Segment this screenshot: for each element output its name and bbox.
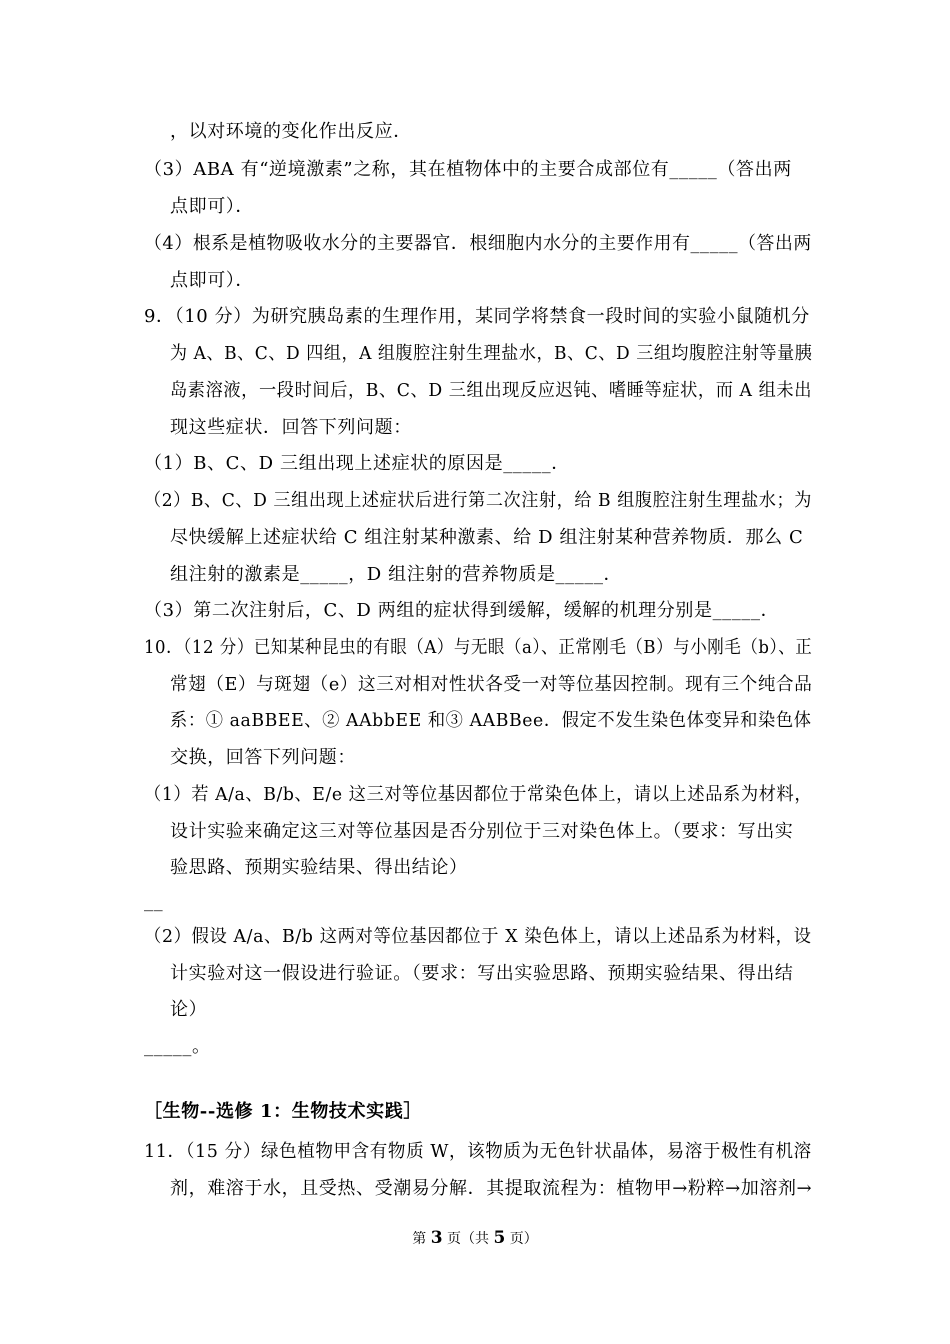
- text-line: （4）根系是植物吸收水分的主要器官．根细胞内水分的主要作用有_____（答出两: [144, 233, 812, 254]
- footer-page-number: 3: [430, 1228, 443, 1248]
- text-line: 点即可）．: [170, 196, 254, 217]
- text-line: 系：① aaBBEE、② AAbbEE 和③ AABBee．假定不发生染色体变异和染色体: [170, 710, 812, 731]
- text-line: 9．（10 分）为研究胰岛素的生理作用，某同学将禁食一段时间的实验小鼠随机分: [144, 306, 810, 327]
- text-line: 岛素溶液，一段时间后，B、C、D 三组出现反应迟钝、嗜睡等症状，而 A 组未出: [170, 380, 813, 401]
- footer-suffix: 页）: [509, 1231, 538, 1247]
- text-line: 论）: [170, 999, 208, 1020]
- text-line: 点即可）．: [170, 270, 254, 291]
- text-line: （2）假设 A/a、B/b 这两对等位基因都位于 X 染色体上，请以上述品系为材料，设: [144, 926, 812, 947]
- footer-total-pages: 5: [493, 1228, 506, 1248]
- text-line: 尽快缓解上述症状给 C 组注射某种激素、给 D 组注射某种营养物质．那么 C: [170, 527, 804, 548]
- text-line: 组注射的激素是_____，D 组注射的营养物质是_____．: [170, 564, 623, 585]
- text-line: 10．（12 分）已知某种昆虫的有眼（A）与无眼（a）、正常刚毛（B）与小刚毛（b）、正: [144, 637, 813, 658]
- text-line: 11．（15 分）绿色植物甲含有物质 W，该物质为无色针状晶体，易溶于极性有机溶: [144, 1141, 812, 1162]
- text-line: 验思路、预期实验结果、得出结论）: [170, 857, 468, 878]
- text-line: （3）第二次注射后，C、D 两组的症状得到缓解，缓解的机理分别是_____．: [144, 600, 780, 621]
- text-line: 现这些症状．回答下列问题：: [170, 417, 412, 438]
- text-line: （2）B、C、D 三组出现上述症状后进行第二次注射，给 B 组腹腔注射生理盐水；为: [144, 490, 812, 511]
- page-footer: [0, 1228, 950, 1249]
- text-line: ，以对环境的变化作出反应．: [170, 121, 412, 142]
- text-line: 设计实验来确定这三对等位基因是否分别位于三对染色体上。（要求：写出实: [170, 821, 794, 842]
- section-heading: ［生物--选修 1：生物技术实践］: [144, 1101, 422, 1122]
- footer-prefix: 第: [412, 1231, 427, 1247]
- text-line: 剂，难溶于水，且受热、受潮易分解．其提取流程为：植物甲→粉粹→加溶剂→: [170, 1178, 813, 1199]
- text-line: （1）若 A/a、B/b、E/e 这三对等位基因都位于常染色体上，请以上述品系为材料，: [144, 784, 813, 805]
- text-line: （1）B、C、D 三组出现上述症状的原因是_____．: [144, 453, 570, 474]
- text-line: （3）ABA 有“逆境激素”之称，其在植物体中的主要合成部位有_____（答出两: [144, 159, 792, 180]
- answer-blank: __: [144, 891, 164, 912]
- text-line: 常翅（E）与斑翅（e）这三对相对性状各受一对等位基因控制。现有三个纯合品: [170, 674, 813, 695]
- text-line: 为 A、B、C、D 四组，A 组腹腔注射生理盐水，B、C、D 三组均腹腔注射等量胰: [170, 343, 813, 364]
- answer-blank: _____。: [144, 1036, 211, 1057]
- footer-mid: 页（共: [447, 1231, 489, 1247]
- text-line: 交换，回答下列问题：: [170, 747, 356, 768]
- text-line: 计实验对这一假设进行验证。（要求：写出实验思路、预期实验结果、得出结: [170, 963, 794, 984]
